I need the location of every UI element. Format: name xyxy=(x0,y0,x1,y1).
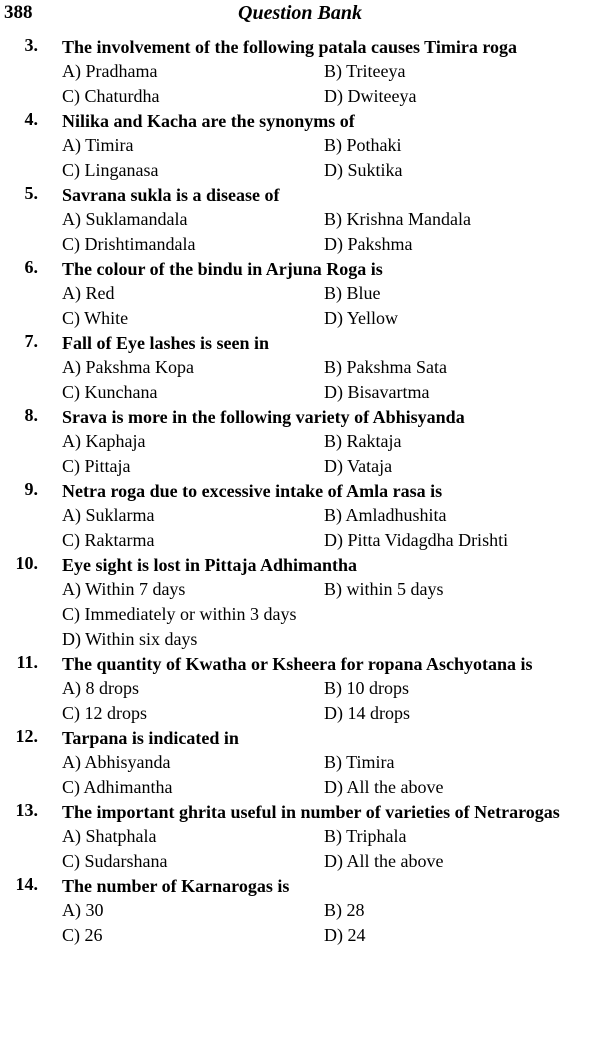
option-c: C) Immediately or within 3 days xyxy=(62,604,297,624)
option-list xyxy=(62,281,600,331)
option-d: D) Vataja xyxy=(324,456,393,476)
question-text: Srava is more in the following variety of Abhisyanda xyxy=(62,407,465,427)
option-list xyxy=(62,133,600,183)
option-list xyxy=(62,207,600,257)
option-c: C) Adhimantha xyxy=(62,777,173,797)
option-list xyxy=(62,676,600,726)
option-c: C) Chaturdha xyxy=(62,86,160,106)
question-text: The quantity of Kwatha or Ksheera for ropana Aschyotana is xyxy=(62,654,533,674)
option-c: C) White xyxy=(62,308,129,328)
question-item xyxy=(0,553,600,652)
question-item xyxy=(0,257,600,331)
option-c: C) Kunchana xyxy=(62,382,158,402)
option-list xyxy=(62,503,600,553)
question-text: The important ghrita useful in number of varieties of Netrarogas xyxy=(62,802,560,822)
option-d: D) All the above xyxy=(324,777,444,797)
option-c: C) 26 xyxy=(62,925,103,945)
option-a: A) 8 drops xyxy=(62,678,139,698)
question-item xyxy=(0,726,600,800)
question-number: 12. xyxy=(15,726,38,746)
question-text: The number of Karnarogas is xyxy=(62,876,290,896)
option-b: B) Amladhushita xyxy=(324,505,447,525)
question-item xyxy=(0,652,600,726)
question-item xyxy=(0,35,600,109)
question-number: 13. xyxy=(15,800,38,820)
page-header xyxy=(4,2,596,28)
option-c: C) Sudarshana xyxy=(62,851,168,871)
question-text: Eye sight is lost in Pittaja Adhimantha xyxy=(62,555,358,575)
question-text: The involvement of the following patala causes Timira roga xyxy=(62,37,518,57)
question-number: 3. xyxy=(24,35,38,55)
question-text: Fall of Eye lashes is seen in xyxy=(62,333,270,353)
question-number: 10. xyxy=(15,553,38,573)
option-d: D) Bisavartma xyxy=(324,382,430,402)
option-list xyxy=(62,824,600,874)
question-list xyxy=(0,35,600,948)
option-b: B) 28 xyxy=(324,900,365,920)
option-a: A) Suklamandala xyxy=(62,209,188,229)
option-c: C) Drishtimandala xyxy=(62,234,196,254)
option-a: A) Suklarma xyxy=(62,505,155,525)
option-list xyxy=(62,59,600,109)
option-d: D) 24 xyxy=(324,925,366,945)
question-item xyxy=(0,109,600,183)
option-b: B) Pakshma Sata xyxy=(324,357,447,377)
option-a: A) Abhisyanda xyxy=(62,752,171,772)
option-b: B) 10 drops xyxy=(324,678,409,698)
question-text: The colour of the bindu in Arjuna Roga is xyxy=(62,259,383,279)
option-list xyxy=(62,355,600,405)
option-c: C) 12 drops xyxy=(62,703,147,723)
option-list xyxy=(62,429,600,479)
page-number: 388 xyxy=(4,2,33,23)
question-number: 4. xyxy=(24,109,38,129)
option-a: A) Within 7 days xyxy=(62,579,186,599)
option-a: A) Pradhama xyxy=(62,61,158,81)
option-list xyxy=(62,898,600,948)
option-b: B) Pothaki xyxy=(324,135,402,155)
option-a: A) Kaphaja xyxy=(62,431,146,451)
option-d: D) All the above xyxy=(324,851,444,871)
option-b: B) Krishna Mandala xyxy=(324,209,471,229)
question-item xyxy=(0,331,600,405)
option-list xyxy=(62,577,600,652)
question-number: 7. xyxy=(24,331,38,351)
question-item xyxy=(0,479,600,553)
page-title: Question Bank xyxy=(238,2,362,24)
option-a: A) Pakshma Kopa xyxy=(62,357,194,377)
option-c: C) Pittaja xyxy=(62,456,131,476)
option-b: B) Raktaja xyxy=(324,431,402,451)
option-d: D) Dwiteeya xyxy=(324,86,417,106)
option-d: D) Yellow xyxy=(324,308,399,328)
option-d: D) Pitta Vidagdha Drishti xyxy=(324,530,509,550)
option-a: A) 30 xyxy=(62,900,104,920)
question-text: Nilika and Kacha are the synonyms of xyxy=(62,111,355,131)
option-a: A) Red xyxy=(62,283,115,303)
question-item xyxy=(0,405,600,479)
option-c: C) Linganasa xyxy=(62,160,159,180)
question-number: 5. xyxy=(24,183,38,203)
option-d: D) Pakshma xyxy=(324,234,413,254)
option-d: D) Suktika xyxy=(324,160,403,180)
option-b: B) Timira xyxy=(324,752,395,772)
option-d: D) 14 drops xyxy=(324,703,410,723)
question-number: 8. xyxy=(24,405,38,425)
option-a: A) Shatphala xyxy=(62,826,157,846)
question-item xyxy=(0,800,600,874)
question-item xyxy=(0,874,600,948)
question-text: Netra roga due to excessive intake of Amla rasa is xyxy=(62,481,443,501)
question-text: Savrana sukla is a disease of xyxy=(62,185,280,205)
option-b: B) Triteeya xyxy=(324,61,406,81)
question-text: Tarpana is indicated in xyxy=(62,728,239,748)
question-number: 9. xyxy=(24,479,38,499)
option-b: B) within 5 days xyxy=(324,579,444,599)
option-list xyxy=(62,750,600,800)
question-number: 11. xyxy=(16,652,38,672)
option-d: D) Within six days xyxy=(62,629,198,649)
question-number: 14. xyxy=(15,874,38,894)
question-item xyxy=(0,183,600,257)
question-number: 6. xyxy=(24,257,38,277)
option-c: C) Raktarma xyxy=(62,530,155,550)
option-a: A) Timira xyxy=(62,135,134,155)
option-b: B) Blue xyxy=(324,283,381,303)
option-b: B) Triphala xyxy=(324,826,407,846)
